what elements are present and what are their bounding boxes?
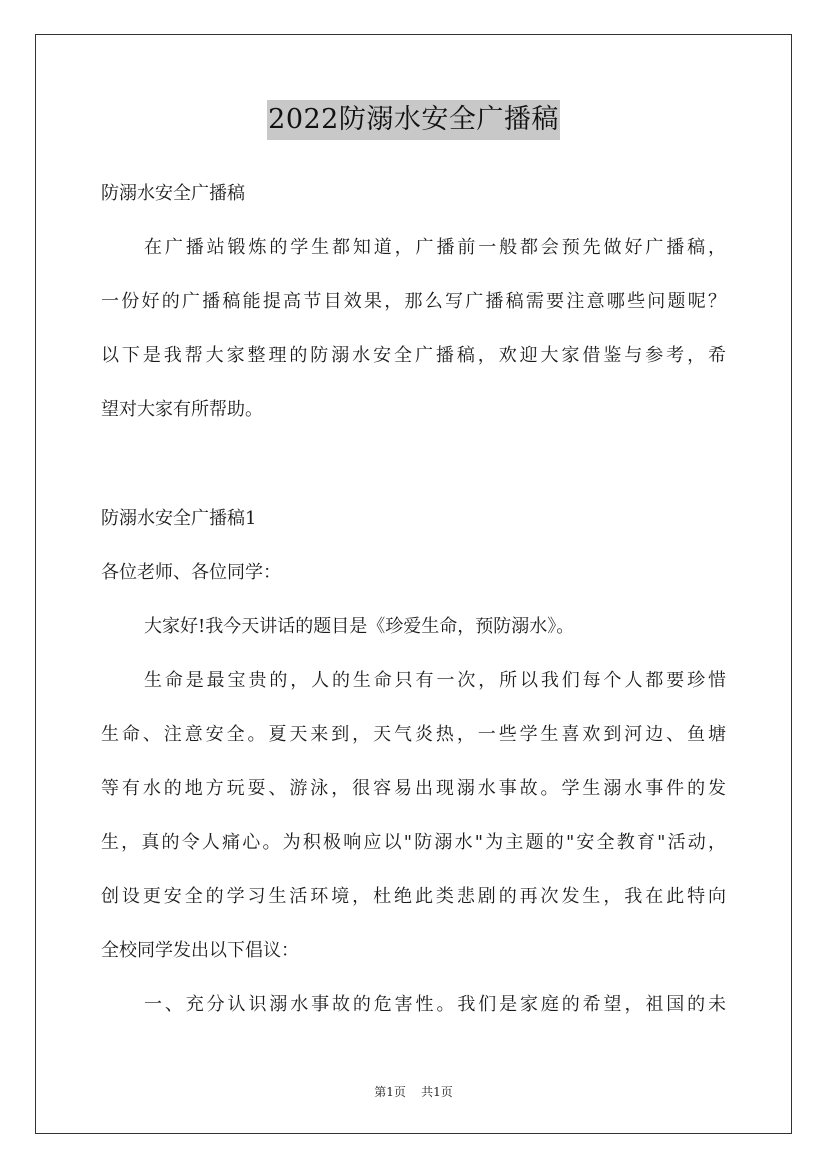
body-line-6: 全校同学发出以下倡议： [101,940,299,961]
page-footer [0,1084,827,1100]
body-line-4: 生，真的令人痛心。为积极响应以"防溺水"为主题的"安全教育"活动， [101,832,726,853]
point-one-line: 一、充分认识溺水事故的危害性。我们是家庭的希望，祖国的未 [144,994,726,1015]
footer-spacer [410,1085,418,1099]
heading: 防溺水安全广播稿 [101,183,245,204]
body-line-1: 生命是最宝贵的，人的生命只有一次，所以我们每个人都要珍惜 [144,670,726,691]
intro-line-3: 以下是我帮大家整理的防溺水安全广播稿，欢迎大家借鉴与参考，希 [101,345,726,366]
body-line-3: 等有水的地方玩耍、游泳，很容易出现溺水事故。学生溺水事件的发 [101,778,726,799]
title-container [0,100,827,140]
intro-line-1: 在广播站锻炼的学生都知道，广播前一般都会预先做好广播稿， [144,237,726,258]
section-title: 防溺水安全广播稿1 [101,508,257,529]
body-line-2: 生命、注意安全。夏天来到，天气炎热，一些学生喜欢到河边、鱼塘 [101,724,726,745]
intro-line-2: 一份好的广播稿能提高节目效果，那么写广播稿需要注意哪些问题呢？ [101,291,726,312]
body-line-5: 创设更安全的学习生活环境，杜绝此类悲剧的再次发生，我在此特向 [101,886,726,907]
opening-line: 大家好!我今天讲话的题目是《珍爱生命，预防溺水》。 [144,616,575,637]
total-pages: 共1页 [421,1085,453,1099]
document-title: 2022防溺水安全广播稿 [267,100,560,140]
page-number: 第1页 [374,1085,406,1099]
greeting: 各位老师、各位同学： [101,562,281,583]
intro-line-4: 望对大家有所帮助。 [101,399,263,420]
